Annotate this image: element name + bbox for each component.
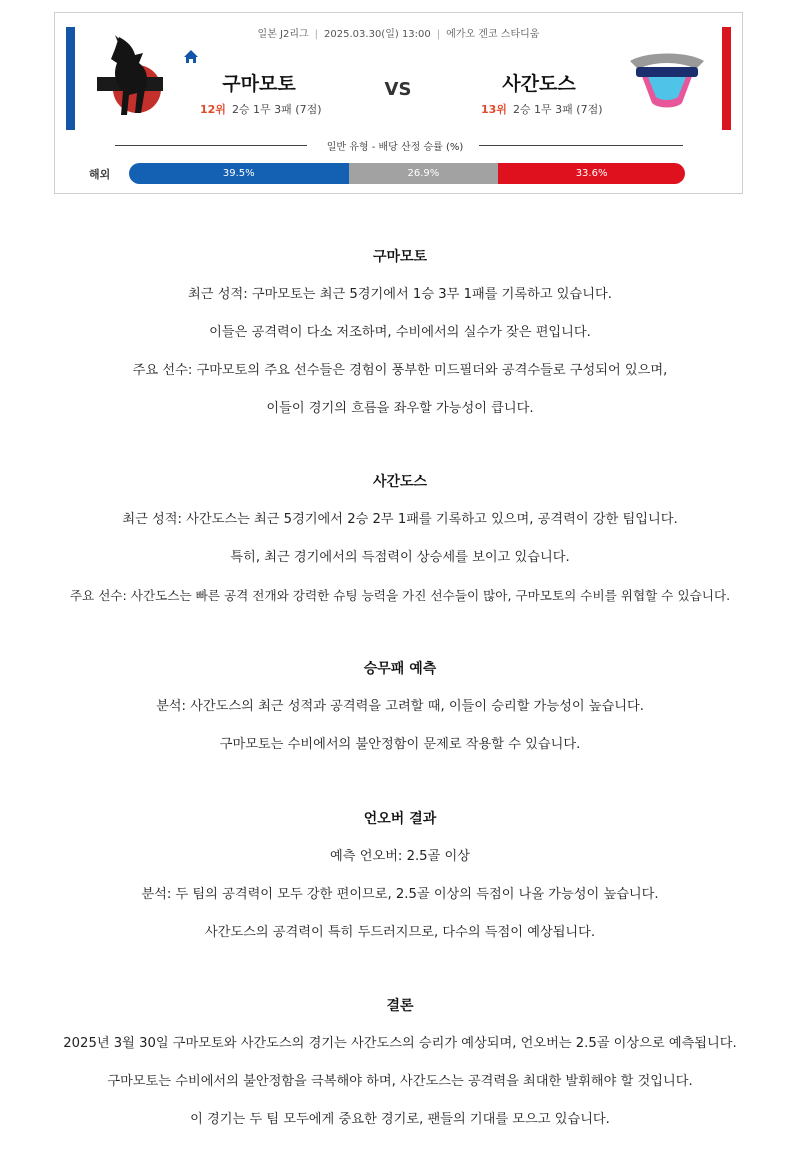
paragraph: 2025년 3월 30일 구마모토와 사간도스의 경기는 사간도스의 승리가 예상되며, 언오버는 2.5골 이상으로 예측됩니다. — [63, 1036, 737, 1051]
section-conclusion — [0, 994, 800, 1146]
match-venue: 에가오 겐코 스타디움 — [446, 29, 540, 40]
section-title: 결론 — [386, 998, 414, 1014]
section-title: 구마모토 — [372, 249, 428, 265]
home-team-color-bar — [66, 27, 75, 130]
probability-row — [55, 163, 742, 185]
match-card — [54, 12, 743, 194]
probability-title: 일반 유형 - 배당 산정 승률 (%) — [326, 142, 464, 153]
section-title: 사간도스 — [372, 474, 428, 490]
home-team-stats: 2승 1무 3패 (7점) — [231, 103, 322, 116]
paragraph: 분석: 사간도스의 최근 성적과 공격력을 고려할 때, 이들이 승리할 가능성이 높습니다. — [156, 699, 644, 714]
match-datetime: 2025.03.30(일) 13:00 — [324, 29, 431, 40]
away-team-record — [481, 101, 603, 117]
section-home-team — [0, 245, 800, 435]
section-over-under — [0, 807, 800, 959]
section-away-team — [0, 470, 800, 622]
draw-probability: 26.9% — [349, 163, 499, 184]
paragraph: 최근 성적: 구마모토는 최근 5경기에서 1승 3무 1패를 기록하고 있습니다. — [188, 287, 612, 302]
away-team-stats: 2승 1무 3패 (7점) — [512, 103, 603, 116]
paragraph: 구마모토는 수비에서의 불안정함을 극복해야 하며, 사간도스는 공격력을 최대한 발휘해야 할 것입니다. — [107, 1074, 693, 1089]
home-icon — [183, 49, 199, 65]
match-meta: 일본 J2리그 | 2025.03.30(일) 13:00 | 에가오 겐코 스타디움 — [257, 29, 540, 40]
home-team-name: 구마모토 — [222, 73, 296, 95]
sagan-tosu-crest-logo — [626, 47, 708, 111]
paragraph: 이 경기는 두 팀 모두에게 중요한 경기로, 팬들의 기대를 모으고 있습니다. — [190, 1112, 610, 1127]
home-win-probability: 39.5% — [129, 163, 349, 184]
section-title: 언오버 결과 — [363, 811, 437, 827]
paragraph: 사간도스의 공격력이 특히 두드러지므로, 다수의 득점이 예상됩니다. — [204, 925, 596, 940]
paragraph: 주요 선수: 사간도스는 빠른 공격 전개와 강력한 슈팅 능력을 가진 선수들이 많아, 구마모토의 수비를 위협할 수 있습니다. — [69, 588, 731, 603]
paragraph: 주요 선수: 구마모토의 주요 선수들은 경험이 풍부한 미드필더와 공격수들로 구성되어 있으며, — [132, 363, 668, 378]
vs-label: VS — [384, 79, 412, 100]
paragraph: 특히, 최근 경기에서의 득점력이 상승세를 보이고 있습니다. — [230, 550, 570, 565]
paragraph: 예측 언오버: 2.5골 이상 — [330, 849, 470, 864]
divider-line — [115, 145, 307, 146]
paragraph: 분석: 두 팀의 공격력이 모두 강한 편이므로, 2.5골 이상의 득점이 나올 가능성이 높습니다. — [141, 887, 659, 902]
paragraph: 구마모토는 수비에서의 불안정함이 문제로 작용할 수 있습니다. — [219, 737, 581, 752]
paragraph: 이들은 공격력이 다소 저조하며, 수비에서의 실수가 잦은 편입니다. — [209, 325, 591, 340]
away-team-name: 사간도스 — [502, 73, 576, 95]
horse-crest-logo — [97, 33, 163, 121]
section-match-prediction — [0, 657, 800, 771]
away-team-color-bar — [722, 27, 731, 130]
paragraph: 최근 성적: 사간도스는 최근 5경기에서 2승 2무 1패를 기록하고 있으며, 공격력이 강한 팀입니다. — [122, 512, 678, 527]
away-team-rank: 13위 — [481, 103, 507, 116]
section-title: 승무패 예측 — [363, 661, 437, 677]
probability-header — [115, 137, 683, 153]
divider-line — [479, 145, 683, 146]
league-name: 일본 J2리그 — [257, 29, 309, 40]
home-team-record — [200, 101, 322, 117]
paragraph: 이들이 경기의 흐름을 좌우할 가능성이 큽니다. — [266, 401, 534, 416]
probability-bar — [129, 163, 685, 184]
probability-row-label: 해외 — [89, 168, 111, 181]
away-win-probability: 33.6% — [498, 163, 685, 184]
home-team-rank: 12위 — [200, 103, 226, 116]
